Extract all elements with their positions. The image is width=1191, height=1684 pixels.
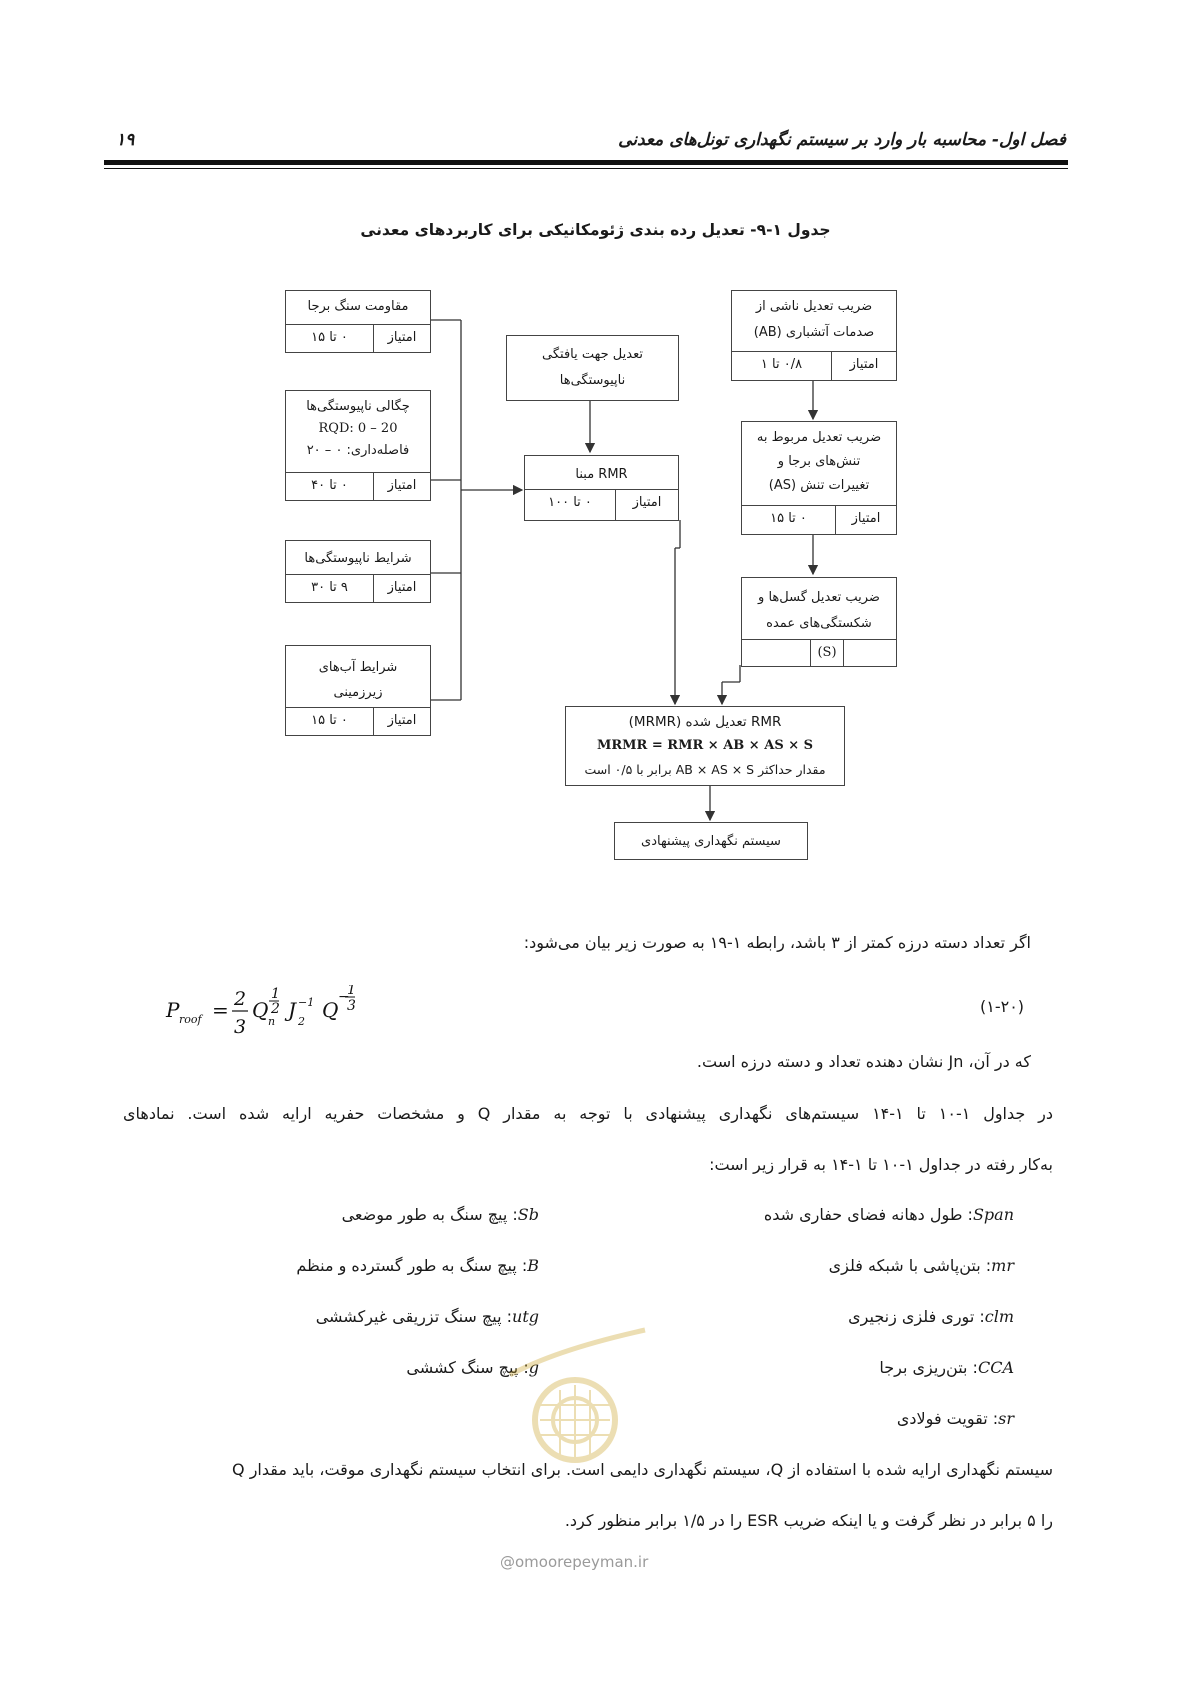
density-score: ۰ تا ۴۰ xyxy=(311,478,348,493)
symbol-key: mr xyxy=(991,1256,1014,1275)
symbol-span: Span: طول دهانه فضای حفاری شده xyxy=(763,1205,1014,1224)
jn-sentence: که در آن، Jn نشان دهنده تعداد و دسته درزه است. xyxy=(696,1052,1031,1071)
condition-label: شرایط ناپیوستگی‌ها xyxy=(304,551,412,566)
blasting-line-2: صدمات آتشباری (AB) xyxy=(753,325,875,340)
symbol-desc: تقویت فولادی xyxy=(896,1409,988,1428)
symbol-desc: طول دهانه فضای حفاری شده xyxy=(763,1205,963,1224)
rmr-base-box xyxy=(524,455,679,521)
mrmr-line-3: مقدار حداکثر AB × AS × S برابر با ۰/۵ است xyxy=(584,762,826,777)
symbol-desc: پیچ سنگ تزریقی غیرکششی xyxy=(315,1307,502,1326)
score-label: امتیاز xyxy=(831,352,896,380)
condition-score: ۹ تا ۳۰ xyxy=(311,580,348,595)
closing-sentence-2: را ۵ برابر در نظر گرفت و یا اینکه ضریب ESR را در ۱/۵ برابر منظور کرد. xyxy=(564,1511,1053,1530)
page-number: ۱۹ xyxy=(116,130,135,150)
symbol-key: Sb xyxy=(517,1205,539,1224)
symbol-key: CCA xyxy=(977,1358,1014,1377)
orientation-adjustment-box xyxy=(506,335,679,401)
symbol-key: Span xyxy=(972,1205,1014,1224)
density-line-3: فاصله‌داری: ۰ – ۲۰ xyxy=(306,443,410,458)
chapter-title: فصل اول- محاسبه بار وارد بر سیستم نگهداری تونل‌های معدنی xyxy=(618,130,1066,150)
tables-sentence-2: به‌کار رفته در جداول ۱-۱۰ تا ۱-۱۴ به قرار زیر است: xyxy=(709,1155,1053,1174)
symbol-key: utg xyxy=(512,1307,539,1326)
table-title: جدول ۱-۹- تعدیل رده بندی ژئومکانیکی برای کاربردهای معدنی xyxy=(360,221,831,239)
svg-text:Q: Q xyxy=(252,998,269,1022)
orientation-line-1: تعدیل جهت یافتگی xyxy=(542,347,643,362)
score-label: امتیاز xyxy=(373,575,430,602)
closing-sentence-1: سیستم نگهداری ارایه شده با استفاده از Q، سیستم نگهداری دایمی است. برای انتخاب سیستم نگهداری موقت، باید مقدار Q xyxy=(232,1460,1053,1479)
symbol-key: g xyxy=(528,1358,539,1377)
blasting-factor-box xyxy=(731,290,897,381)
svg-text:1: 1 xyxy=(271,986,280,1002)
rock-strength-box xyxy=(285,290,431,353)
svg-text:J: J xyxy=(288,998,297,1022)
faults-line-2: شکستگی‌های عمده xyxy=(766,616,872,631)
groundwater-box xyxy=(285,645,431,736)
score-label: امتیاز xyxy=(373,325,430,352)
density-line-2: RQD: 0 – 20 xyxy=(318,421,398,436)
svg-text:2: 2 xyxy=(298,1015,305,1028)
stress-line-3: تغییرات تنش (AS) xyxy=(768,478,870,493)
groundwater-line-2: زیرزمینی xyxy=(333,685,383,700)
symbol-sr: sr: تقویت فولادی xyxy=(896,1409,1014,1428)
faults-symbol: (S) xyxy=(811,640,844,666)
symbol-mr: mr: بتن‌پاشی با شبکه فلزی xyxy=(828,1256,1014,1275)
stress-line-1: ضریب تعدیل مربوط به xyxy=(756,430,882,445)
symbol-desc: توری فلزی زنجیری xyxy=(848,1307,975,1326)
rmr-base-label: RMR مبنا xyxy=(575,467,628,482)
symbol-desc: بتن‌ریزی برجا xyxy=(879,1358,968,1377)
mrmr-line-2: MRMR = RMR × AB × AS × S xyxy=(596,738,814,753)
symbol-clm: clm: توری فلزی زنجیری xyxy=(848,1307,1014,1326)
equation-number: (۱-۲۰) xyxy=(980,997,1025,1016)
mrmr-line-1: RMR تعدیل شده (MRMR) xyxy=(628,714,782,730)
symbol-utg: utg: پیچ سنگ تزریقی غیرکششی xyxy=(315,1307,539,1326)
blasting-score: ۰/۸ تا ۱ xyxy=(760,357,803,372)
symbol-desc: پیچ سنگ به طور موضعی xyxy=(341,1205,508,1224)
symbol-key: sr xyxy=(998,1409,1014,1428)
mrmr-box xyxy=(565,706,845,786)
symbol-b: B: پیچ سنگ به طور گسترده و منظم xyxy=(296,1256,539,1275)
svg-text:3: 3 xyxy=(347,998,356,1014)
stress-factor-box xyxy=(741,421,897,535)
symbol-desc: پیچ سنگ به طور گسترده و منظم xyxy=(296,1256,517,1275)
support-system-box xyxy=(614,822,808,860)
density-line-1: چگالی ناپیوستگی‌ها xyxy=(306,399,410,414)
svg-text:2: 2 xyxy=(234,988,247,1010)
faults-line-1: ضریب تعدیل گسل‌ها و xyxy=(758,590,880,605)
stress-line-2: تنش‌های برجا و xyxy=(777,454,861,469)
svg-text:−: − xyxy=(338,989,350,1005)
equation-p-roof xyxy=(164,985,384,1060)
score-label: امتیاز xyxy=(835,506,896,534)
symbol-key: clm xyxy=(984,1307,1014,1326)
support-system-label: سیستم نگهداری پیشنهادی xyxy=(641,834,781,849)
discontinuity-density-box xyxy=(285,390,431,501)
svg-text:=: = xyxy=(212,998,229,1022)
svg-text:−1: −1 xyxy=(298,996,315,1009)
orientation-line-2: ناپیوستگی‌ها xyxy=(559,373,626,388)
symbol-desc: بتن‌پاشی با شبکه فلزی xyxy=(828,1256,981,1275)
svg-text:Q: Q xyxy=(322,998,339,1022)
svg-text:P: P xyxy=(166,998,180,1022)
faults-factor-box xyxy=(741,577,897,667)
watermark-url: @omoorepeyman.ir xyxy=(500,1553,649,1571)
svg-text:n: n xyxy=(268,1015,276,1028)
rock-strength-label: مقاومت سنگ برجا xyxy=(307,299,409,314)
symbol-key: B xyxy=(527,1256,539,1275)
score-label: امتیاز xyxy=(373,473,430,500)
svg-text:2: 2 xyxy=(271,1001,280,1017)
groundwater-score: ۰ تا ۱۵ xyxy=(311,713,348,728)
blasting-line-1: ضریب تعدیل ناشی از xyxy=(755,299,873,314)
intro-paragraph: اگر تعداد دسته درزه کمتر از ۳ باشد، رابطه ۱-۱۹ به صورت زیر بیان می‌شود: xyxy=(523,933,1031,952)
symbol-cca: CCA: بتن‌ریزی برجا xyxy=(879,1358,1014,1377)
watermark-logo xyxy=(495,1320,655,1470)
score-label: امتیاز xyxy=(373,708,430,735)
discontinuity-condition-box xyxy=(285,540,431,603)
score-label: امتیاز xyxy=(615,490,678,520)
svg-text:roof: roof xyxy=(179,1013,202,1026)
rock-strength-score: ۰ تا ۱۵ xyxy=(311,330,348,345)
formula-graphic xyxy=(164,985,384,1055)
rmr-base-score: ۰ تا ۱۰۰ xyxy=(548,495,592,510)
svg-text:1: 1 xyxy=(347,985,356,998)
groundwater-line-1: شرایط آب‌های xyxy=(318,660,398,675)
symbol-sb: Sb: پیچ سنگ به طور موضعی xyxy=(341,1205,539,1224)
stress-score: ۰ تا ۱۵ xyxy=(770,511,807,526)
symbol-desc: پیچ سنگ کششی xyxy=(406,1358,519,1377)
symbol-g: g: پیچ سنگ کششی xyxy=(406,1358,539,1377)
svg-text:3: 3 xyxy=(234,1016,247,1038)
tables-sentence-1: در جداول ۱-۱۰ تا ۱-۱۴ سیستم‌های نگهداری پیشنهادی با توجه به مقدار Q و مشخصات حفریه ارایه شده است. نمادهای xyxy=(123,1104,1054,1123)
